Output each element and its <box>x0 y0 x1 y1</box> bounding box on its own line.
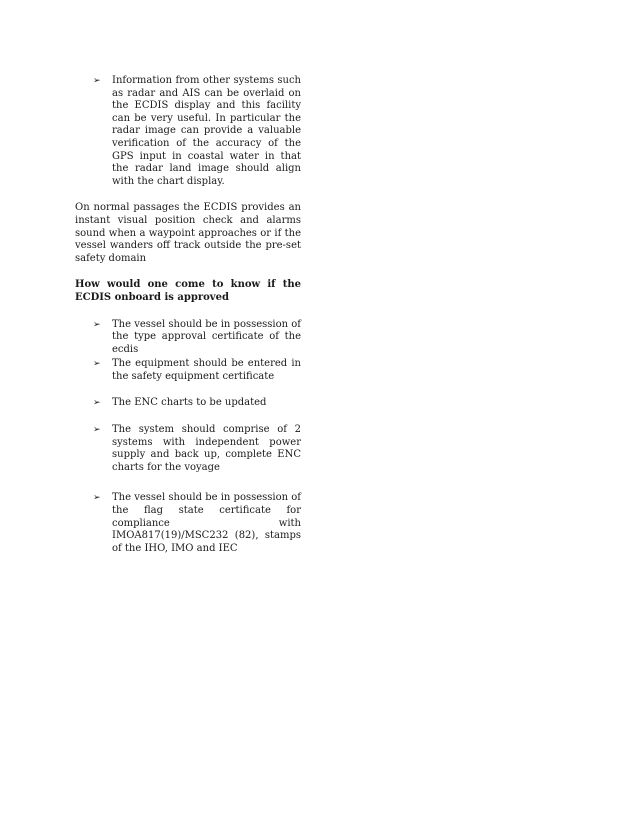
bullet-item-flag-state <box>75 492 301 555</box>
bullet-item-radar-ais <box>75 75 301 188</box>
arrow-bullet-icon: ➢ <box>93 493 101 504</box>
bullet-item-type-approval <box>75 319 301 357</box>
document-column <box>75 75 301 555</box>
arrow-bullet-icon: ➢ <box>93 76 101 86</box>
section-heading: How would one come to know if the ECDIS onboard is approved <box>75 279 301 303</box>
bullet-text: The vessel should be in possession of the flag state certificate for compliance with IMOA817(19)/MSC232 (82), stamps of the IHO, IMO and IEC <box>112 492 301 554</box>
arrow-bullet-icon: ➢ <box>93 398 101 409</box>
bullet-text: The system should comprise of 2 systems with independent power supply and back up, complete ENC charts for the voyage <box>112 424 301 473</box>
bullet-text: Information from other systems such as radar and AIS can be overlaid on the ECDIS display and this facility can be very useful. In particular the radar image can provide a valuable verification of the accuracy of the GPS input in coastal water in that the radar land image should align with the chart display. <box>112 75 301 187</box>
bullet-text: The equipment should be entered in the safety equipment certificate <box>112 358 301 382</box>
bullet-item-safety-certificate <box>75 358 301 383</box>
arrow-bullet-icon: ➢ <box>93 425 101 436</box>
bullet-text: The vessel should be in possession of the type approval certificate of the ecdis <box>112 318 301 355</box>
bullet-item-enc-charts <box>75 397 301 410</box>
body-paragraph: On normal passages the ECDIS provides an instant visual position check and alarms sound when a waypoint approaches or if the vessel wanders off track outside the pre-set safety domain <box>75 202 301 264</box>
bullet-item-dual-systems <box>75 424 301 474</box>
arrow-bullet-icon: ➢ <box>93 359 101 370</box>
arrow-bullet-icon: ➢ <box>93 319 101 330</box>
bullet-text: The ENC charts to be updated <box>112 397 267 409</box>
